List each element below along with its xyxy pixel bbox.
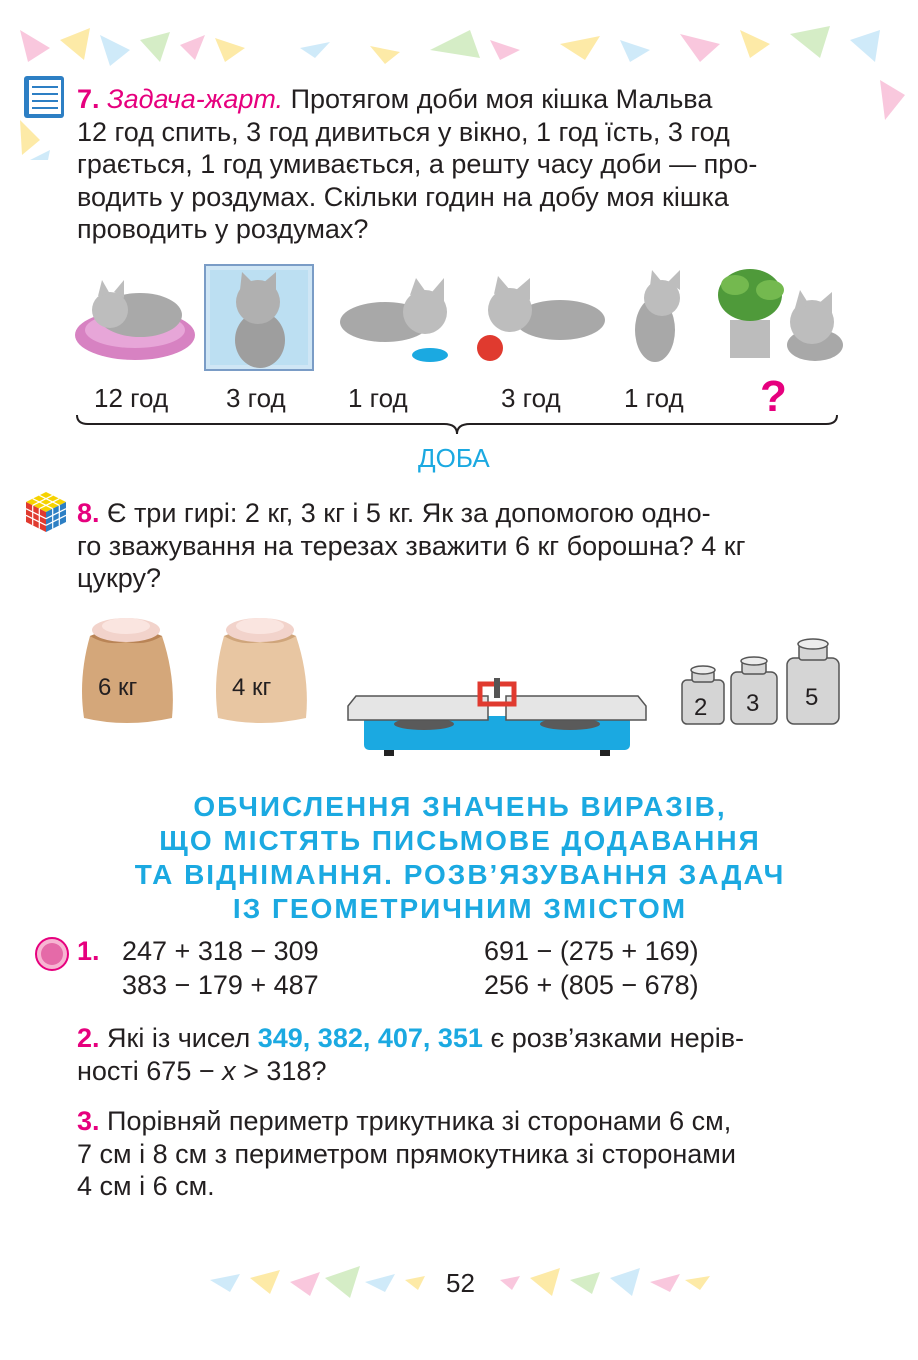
bag-label: 6 кг [98,674,138,701]
ex2-number: 2. [77,1023,100,1053]
sleeping-cat-image [75,280,195,360]
eating-cat-image [340,278,448,362]
ex1-number: 1. [77,936,100,966]
ex3-number: 3. [77,1106,100,1136]
ex2-line2-post: > 318? [235,1055,327,1086]
task8-line: цукру? [77,563,162,593]
task7-number: 7. [77,84,100,114]
weight-3kg [729,654,779,726]
ex2-post: є розв’язками нерів- [482,1023,745,1053]
question-mark: ? [760,372,787,421]
task7-line: грається, 1 год умивається, а решту часу доби — про- [77,149,758,179]
ex2-pre: Які із чисел [99,1023,258,1053]
cube-icon [24,490,68,534]
heading-line: ЩО МІСТЯТЬ ПИСЬМОВЕ ДОДАВАННЯ [159,825,761,856]
ex1-expression: 256 + (805 − 678) [484,970,699,1000]
task8-text [77,497,841,595]
heading-line: ТА ВІДНІМАННЯ. РОЗВ’ЯЗУВАННЯ ЗАДАЧ [134,859,786,890]
task8-line: Є три гирі: 2 кг, 3 кг і 5 кг. Як за допомогою одно- [99,498,711,528]
weight-2kg [680,664,726,726]
time-label: 3 год [501,383,561,413]
task7-line: водить у роздумах. Скільки годин на добу моя кішка [77,181,729,212]
ex2-line2-pre: ності 675 − [77,1055,223,1086]
ex3-line: 4 см і 6 см. [77,1171,215,1201]
time-label: 1 год [348,383,408,413]
task7-line: проводить у роздумах? [77,214,369,244]
balance-scale [344,676,650,760]
section-heading [60,790,860,926]
bag-label: 4 кг [232,674,272,701]
task8-line: го зважування на терезах зважити 6 кг борошна? 4 кг [77,530,746,561]
brace [74,412,840,436]
flour-bag-4kg [210,608,310,726]
task8-number: 8. [77,498,100,528]
ex1-expression: 247 + 318 − 309 [122,936,319,966]
weight-5kg [785,636,841,726]
thinking-cat-image [718,269,843,361]
task7-title: Задача-жарт. [107,84,284,114]
page-number: 52 [446,1268,475,1298]
playing-cat-image [477,276,605,361]
circle-icon [34,936,70,972]
window-cat-image [205,265,313,370]
heading-line: ІЗ ГЕОМЕТРИЧНИМ ЗМІСТОМ [232,893,688,924]
ex3-line: Порівняй периметр трикутника зі сторонами 6 см, [99,1106,732,1136]
ex1-expression: 691 − (275 + 169) [484,936,699,966]
weight-label: 5 [805,684,819,711]
time-label: 12 год [94,383,169,413]
weight-label: 2 [694,694,708,721]
task7-line: Протягом доби моя кішка Мальва [283,84,713,114]
ex2-variable: x [222,1055,236,1086]
flour-bag-6kg [76,608,176,726]
washing-cat-image [635,270,680,362]
day-label: ДОБА [418,443,490,473]
weight-label: 3 [746,690,760,717]
ex2-numbers: 349, 382, 407, 351 [257,1023,483,1053]
task7-text [77,83,841,246]
ex2-text [77,1022,841,1087]
task7-line: 12 год спить, 3 год дивиться у вікно, 1 год їсть, 3 год [77,116,730,147]
ex3-line: 7 см і 8 см з периметром прямокутника зі сторонами [77,1138,736,1169]
time-label: 3 год [226,383,286,413]
cats-illustration [70,260,850,380]
notebook-icon [22,74,66,120]
ex3-text [77,1105,841,1203]
time-label: 1 год [624,383,684,413]
ex1-expression: 383 − 179 + 487 [122,970,319,1000]
heading-line: ОБЧИСЛЕННЯ ЗНАЧЕНЬ ВИРАЗІВ, [193,791,727,822]
